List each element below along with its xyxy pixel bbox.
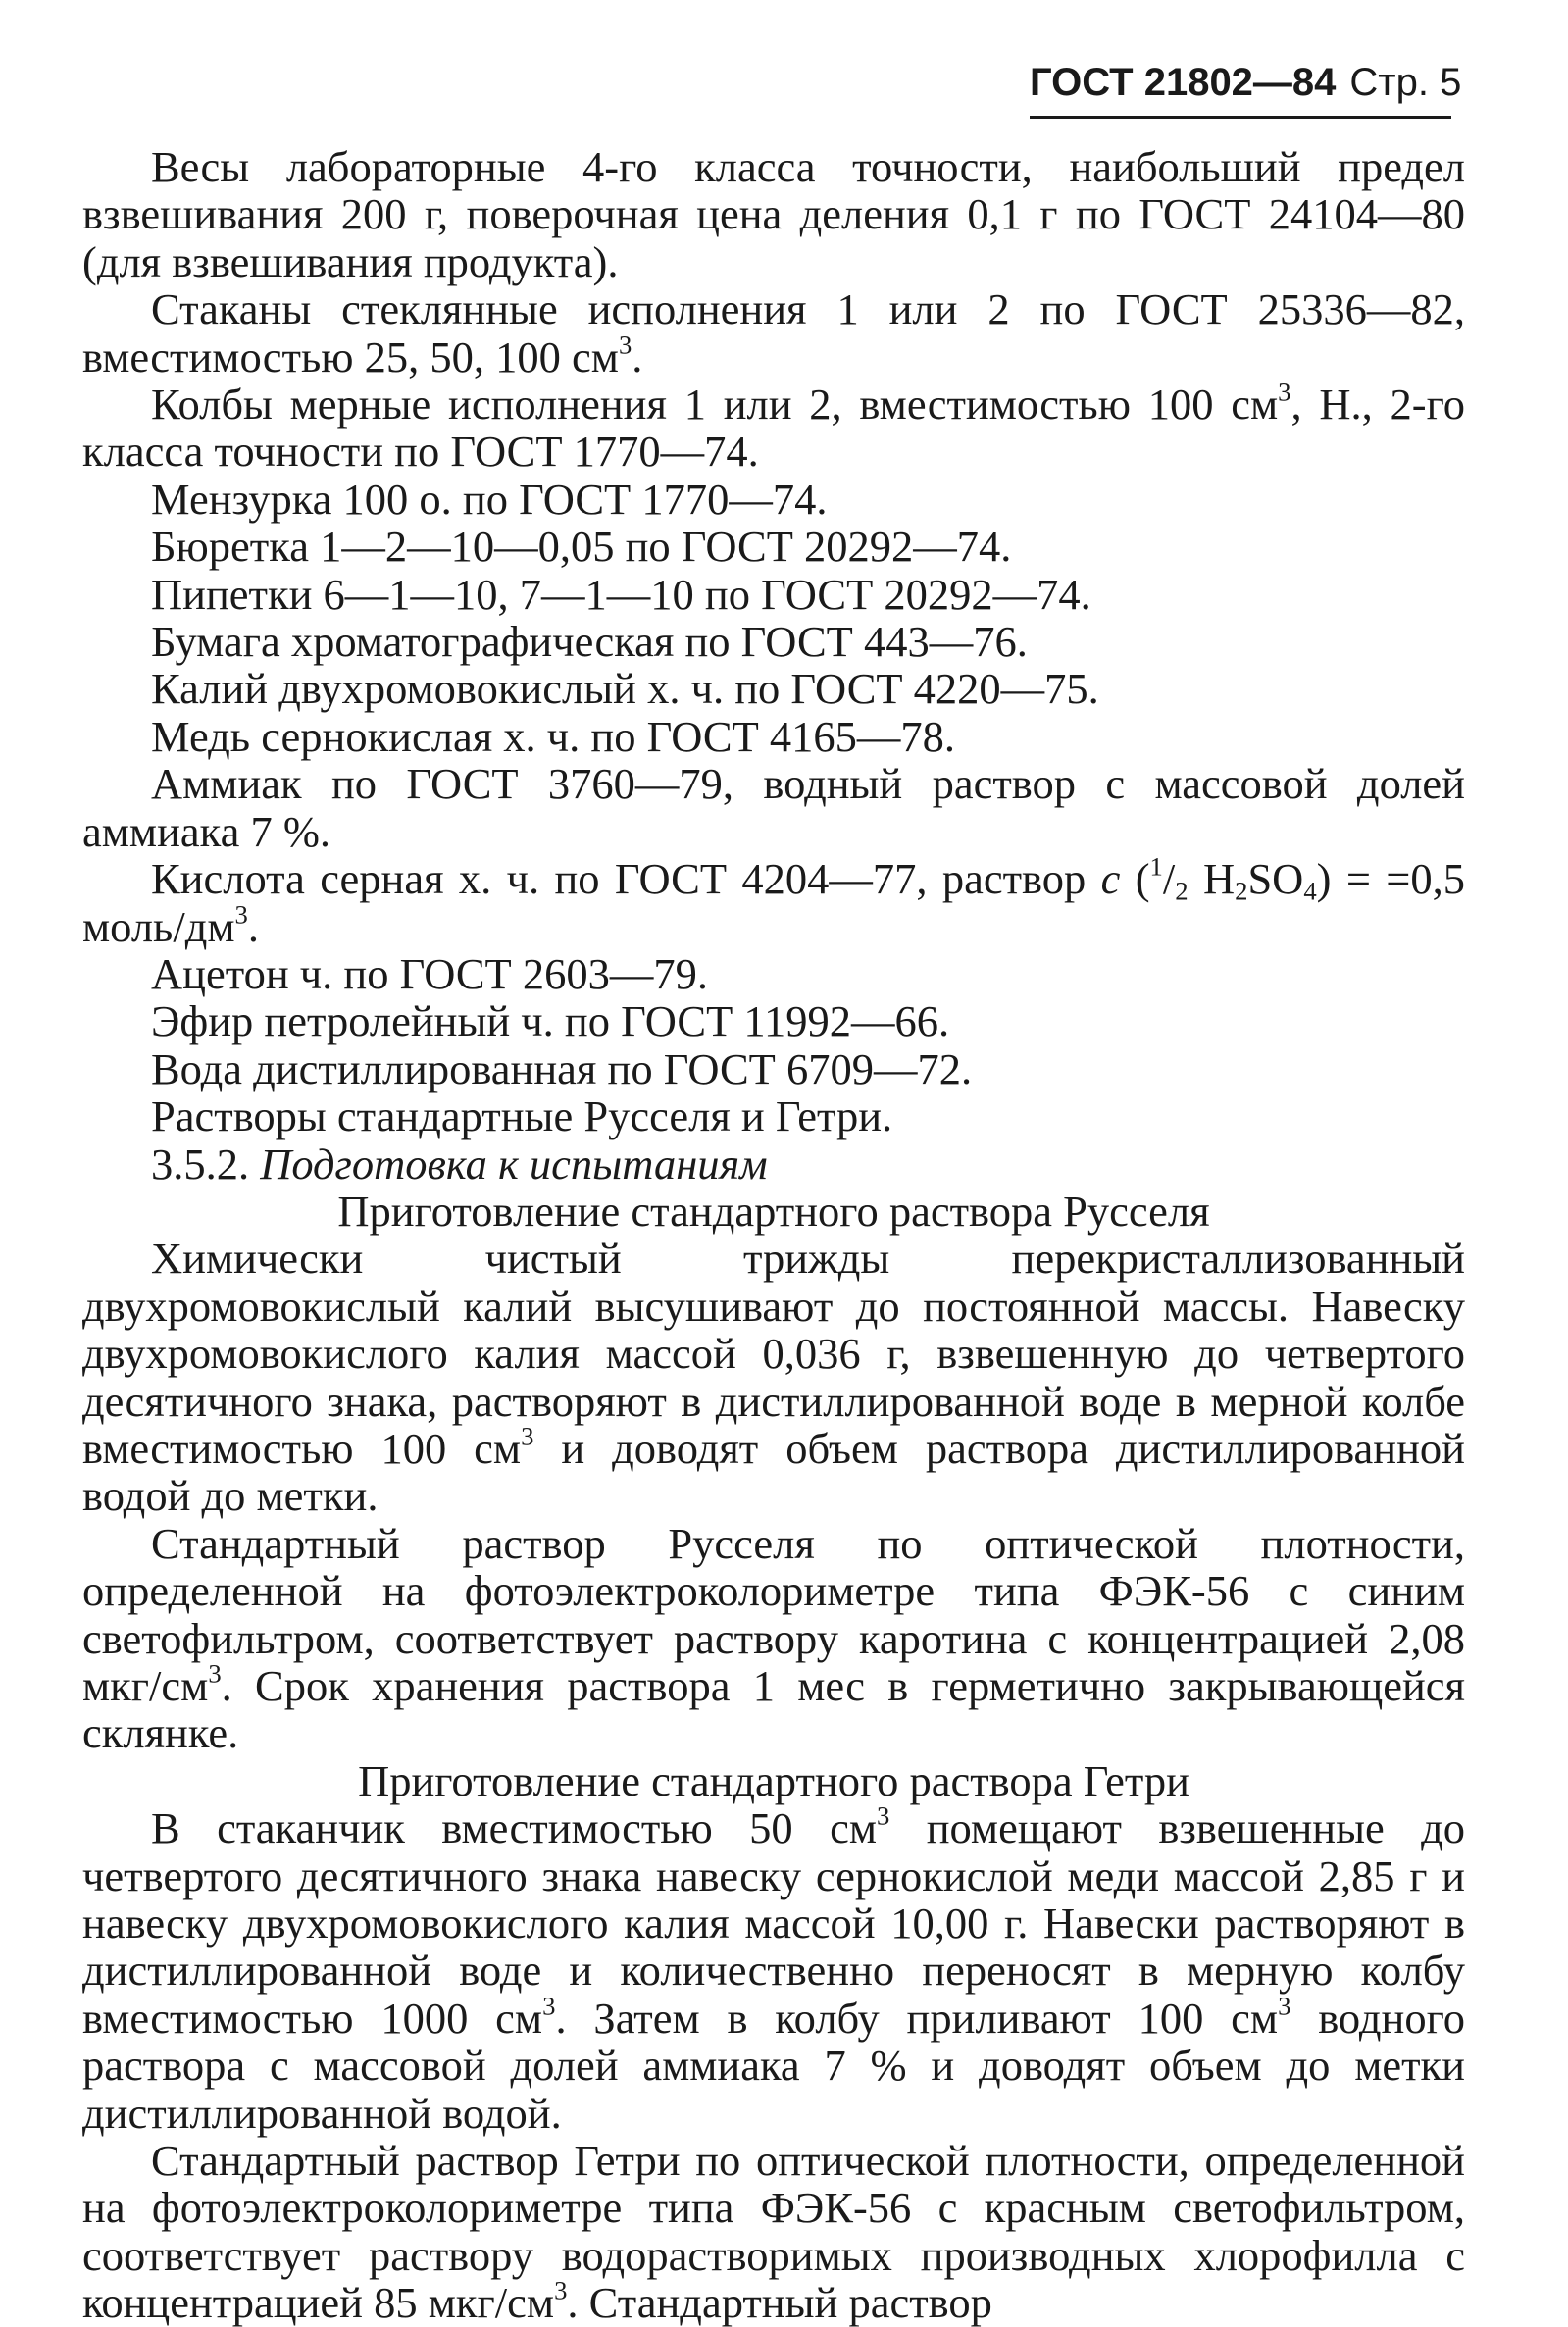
- document-body: [82, 143, 1465, 2327]
- paragraph: [82, 1800, 1466, 2138]
- paragraph: [82, 571, 1465, 618]
- paragraph: [82, 760, 1465, 855]
- paragraph: [82, 476, 1465, 523]
- paragraph: [82, 950, 1465, 997]
- text-run: Кислота серная х. ч. по ГОСТ 4204—77, раствор: [151, 854, 1101, 904]
- text-run: 3: [1278, 1991, 1291, 2021]
- paragraph: [82, 618, 1465, 665]
- text-run: ) = =0,5 моль/дм: [82, 854, 1466, 951]
- paragraph: [82, 523, 1465, 570]
- text-run: Стаканы стеклянные исполнения 1 или 2 по ГОСТ 25336—82, вместимостью 25, 50, 100 см: [82, 284, 1465, 381]
- text-run: Мензурка 100 о. по ГОСТ 1770—74.: [151, 474, 828, 524]
- text-run: 3: [618, 329, 632, 359]
- paragraph: [82, 1045, 1465, 1092]
- paragraph: [82, 2137, 1465, 2327]
- text-run: 3: [542, 1991, 556, 2021]
- text-run: (: [1120, 854, 1150, 904]
- text-run: 2: [1235, 876, 1248, 906]
- text-run: Калий двухромовокислый х. ч. по ГОСТ 4220—75.: [151, 664, 1099, 714]
- text-run: Ацетон ч. по ГОСТ 2603—79.: [151, 948, 708, 998]
- paragraph: [82, 377, 1465, 477]
- text-run: 1: [1149, 851, 1163, 882]
- text-run: . Стандартный раствор: [567, 2278, 992, 2327]
- paragraph: [82, 143, 1465, 285]
- section-heading: [82, 1140, 1465, 1188]
- paragraph: [82, 665, 1465, 712]
- text-run: /: [1162, 854, 1176, 904]
- text-run: 2: [1175, 876, 1189, 906]
- text-run: 3: [521, 1421, 534, 1451]
- text-run: Пипетки 6—1—10, 7—1—10 по ГОСТ 20292—74.: [151, 569, 1091, 619]
- header-rule: [1030, 116, 1451, 119]
- paragraph: [82, 997, 1465, 1044]
- text-run: Химически чистый трижды перекристаллизованный двухромовокислый калий высушивают до постоянной массы. Навеску двухромовокислого калия массой 0,036 г, взвешенную до четвертого десятичного знака, растворяют в дистиллированной воде в мерной колбе вместимостью 100 см: [82, 1234, 1465, 1473]
- paragraph: [82, 1520, 1465, 1757]
- paragraph: [82, 285, 1465, 380]
- text-run: Аммиак по ГОСТ 3760—79, водный раствор с массовой долей аммиака 7 %.: [82, 759, 1465, 856]
- text-run: и доводят объем раствора дистиллированной водой до метки.: [82, 1423, 1466, 1521]
- paragraph: [82, 1092, 1465, 1139]
- text-run: .: [247, 901, 259, 951]
- paragraph: [82, 851, 1466, 951]
- page-number: Стр. 5: [1349, 61, 1462, 104]
- text-run: SO: [1247, 854, 1304, 904]
- text-run: Колбы мерные исполнения 1 или 2, вместимостью 100 см: [151, 379, 1279, 430]
- text-run: 4: [1303, 876, 1317, 906]
- text-run: В стаканчик вместимостью 50 см: [151, 1803, 877, 1853]
- text-run: Стандартный раствор Гетри по оптической плотности, определенной на фотоэлектроколориметре типа ФЭК-56 с красным светофильтром, соответствует раствору водорастворимых производных хлорофилла с концентрацией 85 мкг/см: [82, 2136, 1465, 2327]
- paragraph: [82, 713, 1465, 760]
- text-run: помещают взвешенные до четвертого десятичного знака навеску сернокислой меди массой 2,85 г и навеску двухромовокислого калия массой 10,00 г. Навески растворяют в дистиллированной воде и количественно переносят в мерную колбу вместимостью 1000 см: [82, 1803, 1466, 2043]
- text-run: Растворы стандартные Русселя и Гетри.: [151, 1091, 893, 1141]
- text-run: водного раствора с массовой долей аммиака 7 % и доводят объем до метки дистиллированной водой.: [82, 1993, 1466, 2138]
- text-run: 3: [554, 2275, 568, 2305]
- text-run: Эфир петролейный ч. по ГОСТ 11992—66.: [151, 996, 950, 1046]
- text-run: 3.5.2.: [151, 1138, 261, 1189]
- text-run: Медь сернокислая х. ч. по ГОСТ 4165—78.: [151, 711, 956, 761]
- text-run: Вода дистиллированная по ГОСТ 6709—72.: [151, 1043, 973, 1093]
- text-run: с: [1100, 854, 1121, 904]
- text-run: Приготовление стандартного раствора Русселя: [337, 1186, 1210, 1236]
- text-run: . Затем в колбу приливают 100 см: [555, 1993, 1279, 2043]
- text-run: Подготовка к испытаниям: [260, 1138, 768, 1189]
- text-run: 3: [234, 898, 248, 929]
- text-run: Бумага хроматографическая по ГОСТ 443—76.: [151, 617, 1028, 667]
- subheading: [82, 1188, 1465, 1235]
- text-run: 3: [1278, 377, 1291, 407]
- subheading: [82, 1757, 1465, 1804]
- text-run: Весы лабораторные 4-го класса точности, наибольший предел взвешивания 200 г, поверочная цена деления 0,1 г по ГОСТ 24104—80 (для взвешивания продукта).: [82, 142, 1465, 286]
- page-header: [1030, 61, 1461, 120]
- text-run: , Н., 2-го класса точности по ГОСТ 1770—74.: [82, 379, 1465, 477]
- text-run: Приготовление стандартного раствора Гетри: [358, 1755, 1189, 1805]
- text-run: 3: [876, 1800, 890, 1831]
- paragraph: [82, 1235, 1465, 1519]
- text-run: .: [632, 331, 643, 381]
- standard-number: ГОСТ 21802—84: [1030, 61, 1337, 104]
- text-run: . Срок хранения раствора 1 мес в герметично закрывающейся склянке.: [82, 1661, 1465, 1758]
- text-run: 3: [208, 1658, 222, 1689]
- text-run: Бюретка 1—2—10—0,05 по ГОСТ 20292—74.: [151, 522, 1012, 572]
- text-run: H: [1188, 854, 1236, 904]
- text-run: Стандартный раствор Русселя по оптической плотности, определенной на фотоэлектроколориметре типа ФЭК-56 с синим светофильтром, соответствует раствору каротина с концентрацией 2,08 мкг/см: [82, 1518, 1465, 1710]
